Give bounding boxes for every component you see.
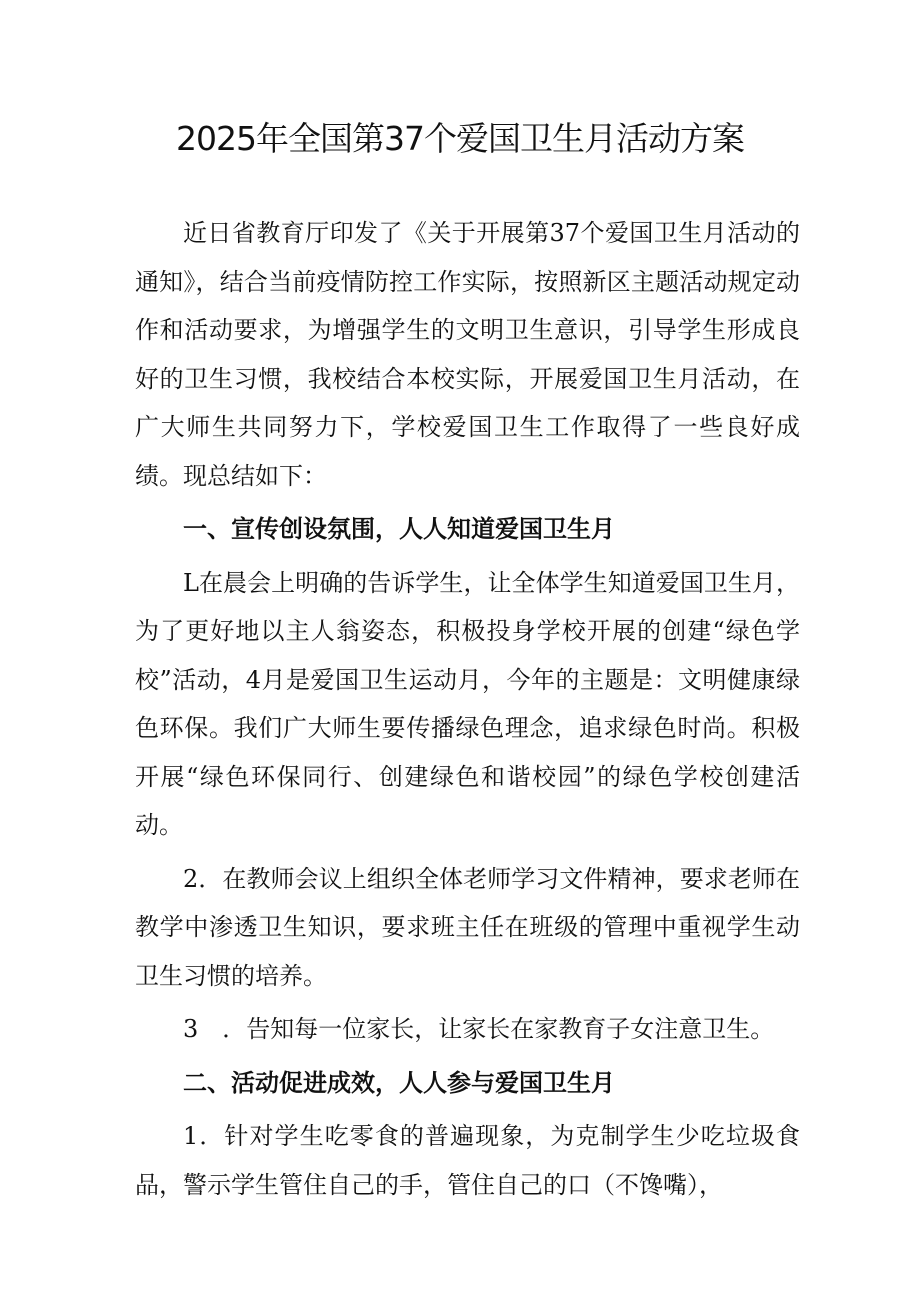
section1-item-1: L在晨会上明确的告诉学生，让全体学生知道爱国卫生月，为了更好地以主人翁姿态，积极投身学校开展的创建“绿色学校”活动，4月是爱国卫生运动月，今年的主题是：文明健康绿色环保。我们广大师生要传播绿色理念，追求绿色时尚。积极开展“绿色环保同行、创建绿色和谐校园”的绿色学校创建活动。: [135, 568, 800, 839]
section-heading-1: 一、宣传创设氛围，人人知道爱国卫生月: [183, 515, 615, 543]
section1-item-2: 2．在教师会议上组织全体老师学习文件精神，要求老师在教学中渗透卫生知识，要求班主任在班级的管理中重视学生动卫生习惯的培养。: [135, 864, 800, 990]
section2-item-1: 1．针对学生吃零食的普遍现象，为克制学生少吃垃圾食品，警示学生管住自己的手，管住自己的口（不馋嘴），: [135, 1122, 800, 1199]
document-title: 2025年全国第37个爱国卫生月活动方案: [176, 119, 744, 158]
intro-paragraph: 近日省教育厅印发了《关于开展第37个爱国卫生月活动的通知》，结合当前疫情防控工作实际，按照新区主题活动规定动作和活动要求，为增强学生的文明卫生意识，引导学生形成良好的卫生习惯，我校结合本校实际，开展爱国卫生月活动，在广大师生共同努力下，学校爱国卫生工作取得了一些良好成绩。现总结如下：: [135, 219, 800, 490]
section1-item-3: 3 ．告知每一位家长，让家长在家教育子女注意卫生。: [183, 1015, 775, 1043]
section-heading-2: 二、活动促进成效，人人参与爱国卫生月: [183, 1068, 615, 1097]
document-body: [135, 209, 800, 1209]
